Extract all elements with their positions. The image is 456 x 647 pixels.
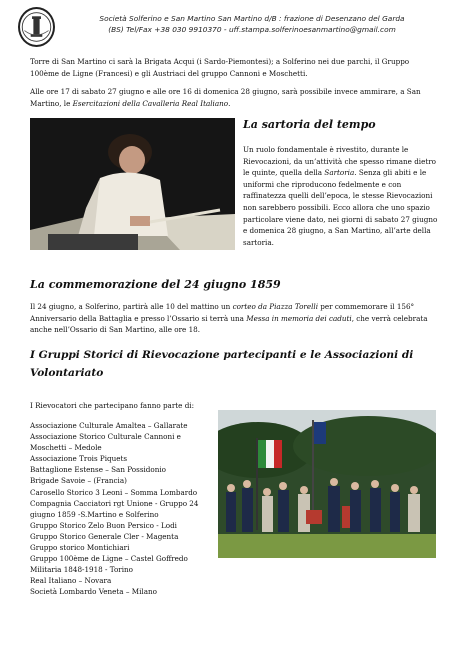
- list-item: Gruppo Storico Generale Cler - Magenta: [30, 531, 179, 541]
- list-item: Brigade Savoie – (Francia): [30, 476, 127, 486]
- comm-text-emphasis-1: corteo da Piazza Torelli: [232, 302, 319, 311]
- letterhead-line-2: (BS) Tel/Fax +38 030 9910370 - uff.stampa.solferinoesanmartino@gmail.com: [108, 25, 396, 34]
- list-item: Società Lombardo Veneta – Milano: [30, 587, 157, 597]
- sartoria-text: [243, 144, 438, 248]
- intro-p2-emphasis: Esercitazioni della Cavalleria Real Italiano: [72, 98, 229, 108]
- list-item: Associazione Culturale Amaltea – Gallarate: [30, 421, 188, 430]
- gruppi-list: [30, 420, 212, 598]
- gruppi-title: I Gruppi Storici di Rievocazione partecipanti e le Associazioni di Volontariato: [30, 349, 414, 379]
- intro-p2-text: Alle ore 17 di sabato 27 giugno e alle ore 16 di domenica 28 giugno, sarà possibile invece ammirare, a San Martino, le: [30, 87, 421, 108]
- gruppi-intro: I Rievocatori che partecipano fanno parte di:: [30, 401, 195, 410]
- reenactment-photo: [218, 410, 436, 558]
- list-item: Battaglione Estense – San Possidonio: [30, 465, 166, 475]
- comm-text-emphasis-2: Messa in memoria dei caduti: [246, 313, 352, 323]
- commemorazione-title: La commemorazione del 24 giugno 1859: [30, 278, 281, 291]
- tailor-photo: [30, 118, 235, 250]
- letterhead: [62, 13, 442, 35]
- comm-text-b: per commemorare il 156° Anniversario della Battaglia e presso l’Ossario si terrà una: [30, 302, 415, 323]
- intro-paragraph-1: Torre di San Martino ci sarà la Brigata Acqui (i Sardo-Piemontesi); a Solferino nei due parchi, il Gruppo 100ème de Ligne (Francesi) e gli Austriaci del gruppo Cannoni e Moschetti.: [30, 57, 410, 78]
- letterhead-line-1: Società Solferino e San Martino San Martino d/B : frazione di Desenzano del Garda: [99, 14, 405, 23]
- list-item: Gruppo storico Montichiari: [30, 543, 130, 553]
- intro-p2-end: .: [228, 98, 231, 108]
- intro-paragraph-2: [30, 86, 440, 109]
- list-item: Militaria 1848-1918 - Torino: [30, 565, 133, 575]
- sartoria-text-b: . Senza gli abiti e le uniformi che riproducono fedelmente e con raffinatezza quelli dell’epoca, le stesse Rievocazioni non sarebbero possibili. Ecco allora che uno spazio particolare viene dato, nei giorni di sabato 27 giugno e domenica 28 giugno, a San Martino, all’arte della sartoria.: [243, 168, 438, 247]
- list-item: Gruppo Storico Zelo Buon Persico - Lodi: [30, 520, 177, 530]
- list-item: Gruppo 100ème de Ligne – Castel Goffredo: [30, 554, 188, 564]
- society-logo: [18, 7, 55, 47]
- list-item: Carosello Storico 3 Leoni – Somma Lombardo: [30, 487, 198, 497]
- sartoria-text-a: Un ruolo fondamentale è rivestito, durante le Rievocazioni, da un’attività che spesso rimane dietro le quinte, quella della: [243, 145, 436, 178]
- list-item: Compagnia Cacciatori rgt Unione - Gruppo 24 giugno 1859 -S.Martino e Solferino: [30, 498, 199, 519]
- list-item: Associazione Storico Culturale Cannoni e Moschetti – Medole: [30, 432, 181, 453]
- comm-text-c: , che verrà celebrata anche nell’Ossario di San Martino, alle ore 18.: [30, 313, 428, 335]
- comm-text-a: Il 24 giugno, a Solferino, partirà alle 10 del mattino un: [30, 302, 233, 311]
- commemorazione-text: [30, 301, 442, 336]
- list-item: Associazione Trois Piquets: [30, 454, 128, 464]
- sartoria-text-emphasis: Sartoria: [324, 168, 355, 178]
- list-item: Real Italiano – Novara: [30, 576, 112, 586]
- sartoria-title: La sartoria del tempo: [243, 118, 376, 131]
